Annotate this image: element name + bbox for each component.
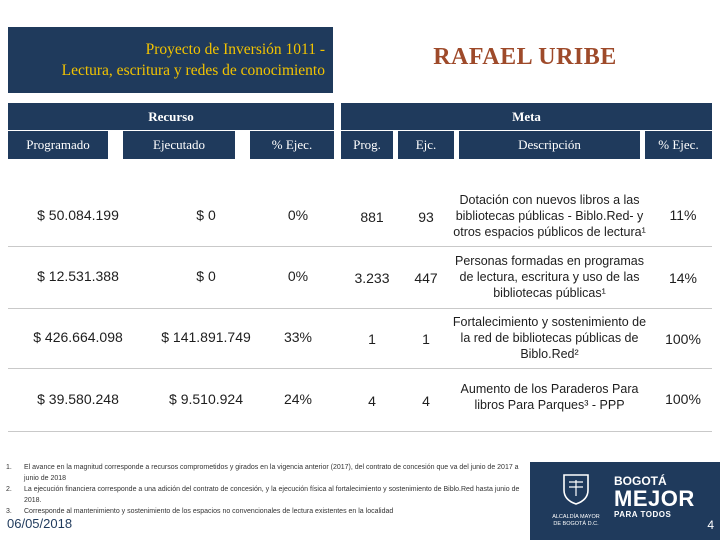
cell-pct-meta: 11% bbox=[669, 207, 697, 223]
cell-ejc: 1 bbox=[422, 331, 430, 347]
cell-pct-recurso: 0% bbox=[287, 268, 309, 284]
alcaldia-text: ALCALDÍA MAYOR DE BOGOTÁ D.C. bbox=[552, 514, 600, 527]
cell-ejc: 447 bbox=[414, 270, 438, 286]
bogota-mejor-logo bbox=[614, 474, 706, 520]
col-header-ejc: Ejc. bbox=[398, 131, 454, 159]
cell-ejecutado: $ 9.510.924 bbox=[169, 391, 243, 407]
coat-of-arms-icon bbox=[561, 472, 591, 506]
col-header-programado: Programado bbox=[8, 131, 108, 159]
para-todos-word: PARA TODOS bbox=[614, 510, 672, 519]
mejor-word: MEJOR bbox=[614, 486, 695, 511]
cell-programado: $ 12.531.388 bbox=[37, 268, 119, 284]
col-header-prog: Prog. bbox=[341, 131, 393, 159]
cell-programado: $ 50.084.199 bbox=[37, 207, 119, 223]
footer-brand-bar bbox=[530, 462, 720, 540]
cell-prog: 3.233 bbox=[354, 270, 390, 286]
footnote: 2. La ejecución financiera corresponde a una adición del contrato de concesión, y la ejecución física al fortalecimiento y sostenimiento de Biblo.Red hasta junio de 2018. bbox=[6, 486, 520, 504]
group-header-meta: Meta bbox=[341, 103, 712, 130]
col-header-ejecutado: Ejecutado bbox=[123, 131, 235, 159]
cell-ejc: 93 bbox=[418, 209, 434, 225]
cell-descripcion: Fortalecimiento y sostenimiento de la red de bibliotecas públicas de Biblo.Red² bbox=[452, 315, 647, 361]
project-title-line2: Lectura, escritura y redes de conocimiento bbox=[61, 62, 325, 79]
footnote: 3. Corresponde al mantenimiento y sostenimiento de los espacios no convencionales de lectura existentes en la localidad bbox=[6, 508, 394, 515]
col-header-descripcion: Descripción bbox=[459, 131, 640, 159]
cell-prog: 1 bbox=[368, 331, 376, 347]
cell-programado: $ 426.664.098 bbox=[33, 329, 123, 345]
group-header-recurso: Recurso bbox=[8, 103, 334, 130]
page-number: 4 bbox=[707, 518, 714, 532]
bogota-word: BOGOTÁ bbox=[614, 474, 667, 488]
row-divider bbox=[8, 431, 712, 432]
cell-ejecutado: $ 0 bbox=[196, 207, 216, 223]
date-label: 06/05/2018 bbox=[7, 516, 73, 531]
cell-pct-meta: 100% bbox=[665, 391, 701, 407]
cell-descripcion: Personas formadas en programas de lectura, escritura y uso de las bibliotecas públicas¹ bbox=[455, 254, 644, 300]
cell-ejc: 4 bbox=[422, 393, 430, 409]
footnote: 1. El avance en la magnitud corresponde a recursos comprometidos y girados en la vigencia anterior (2017), del contrato de concesión que va del junio de 2017 a junio de 2018 bbox=[6, 464, 519, 482]
cell-descripcion: Aumento de los Paraderos Para libros Para Parques³ - PPP bbox=[460, 382, 639, 412]
col-header-pct-recurso: % Ejec. bbox=[250, 131, 334, 159]
cell-pct-meta: 14% bbox=[668, 270, 698, 286]
cell-prog: 881 bbox=[360, 209, 384, 225]
locality-title: RAFAEL URIBE bbox=[433, 44, 617, 70]
cell-ejecutado: $ 141.891.749 bbox=[161, 329, 251, 345]
footnotes bbox=[6, 462, 526, 517]
cell-ejecutado: $ 0 bbox=[196, 268, 216, 284]
cell-programado: $ 39.580.248 bbox=[37, 391, 119, 407]
cell-prog: 4 bbox=[368, 393, 376, 409]
project-title-box bbox=[8, 27, 333, 93]
cell-pct-recurso: 33% bbox=[283, 329, 313, 345]
alcaldia-logo bbox=[548, 472, 604, 528]
project-title-line1: Proyecto de Inversión 1011 - bbox=[145, 41, 325, 58]
cell-pct-recurso: 24% bbox=[283, 391, 313, 407]
col-header-pct-meta: % Ejec. bbox=[645, 131, 712, 159]
cell-pct-recurso: 0% bbox=[287, 207, 309, 223]
cell-descripcion: Dotación con nuevos libros a las bibliotecas públicas - Biblo.Red- y otros espacios públicos de lectura¹ bbox=[453, 193, 646, 239]
cell-pct-meta: 100% bbox=[665, 331, 701, 347]
